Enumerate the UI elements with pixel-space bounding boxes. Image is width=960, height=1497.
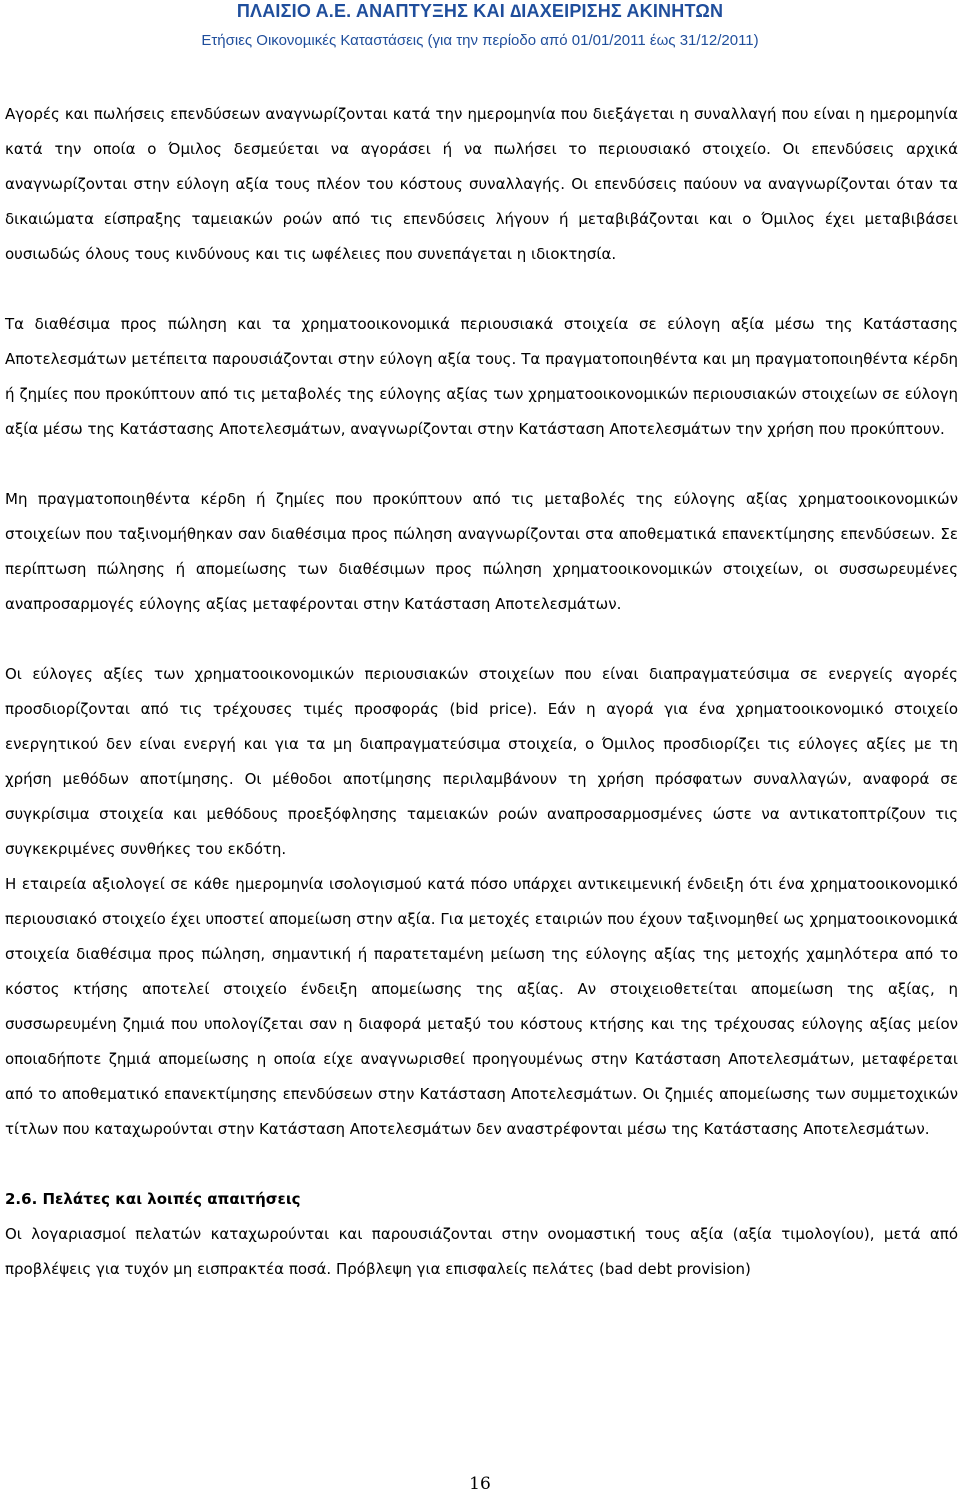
paragraph-impairment: Η εταιρεία αξιολογεί σε κάθε ηµεροµηνία ισολογισµού κατά πόσο υπάρχει αντικειµενική ένδειξη ότι ένα χρηµατοοικονοµικό περιουσιακό στοιχείο έχει υποστεί αποµείωση στην αξία. Για µετοχές εταιριών που έχουν ταξινοµηθεί ως χρηµατοοικονοµικά στοιχεία διαθέσιµα προς πώληση, σηµαντική ή παρατεταµένη µείωση της εύλογης αξίας της µετοχής χαµηλότερα από το κόστος κτήσης αποτελεί στοιχείο ένδειξη αποµείωσης της αξίας. Αν στοιχειοθετείται αποµείωση της αξίας, η συσσωρευµένη ζηµιά που υπολογίζεται σαν η διαφορά µεταξύ του κόστους κτήσης και της τρέχουσας εύλογης αξίας µείον οποιαδήποτε ζηµιά αποµείωσης η οποία είχε αναγνωρισθεί προηγουµένως στην Κατάσταση Αποτελεσµάτων, µεταφέρεται από το αποθεµατικό επανεκτίµησης επενδύσεων στην Κατάσταση Αποτελεσµάτων. Οι ζηµιές αποµείωσης των συµµετοχικών τίτλων που καταχωρούνται στην Κατάσταση Αποτελεσµάτων δεν αναστρέφονται µέσω της Κατάστασης Αποτελεσµάτων. (5, 875, 958, 1138)
paragraph-spacer (5, 447, 958, 482)
paragraph-fair-value-measurement: Τα διαθέσιµα προς πώληση και τα χρηµατοοικονοµικά περιουσιακά στοιχεία σε εύλογη αξία µέσω της Κατάστασης Αποτελεσµάτων µετέπειτα παρουσιάζονται στην εύλογη αξία τους. Τα πραγµατοποιηθέντα και µη πραγµατοποιηθέντα κέρδη ή ζηµίες που προκύπτουν από τις µεταβολές της εύλογης αξίας των χρηµατοοικονοµικών περιουσιακών στοιχείων σε εύλογη αξία µέσω της Κατάστασης Αποτελεσµάτων, αναγνωρίζονται στην Κατάσταση Αποτελεσµάτων την χρήση που προκύπτουν. (5, 315, 958, 438)
header-title: ΠΛΑΙΣΙΟ Α.Ε. ΑΝΑΠΤΥΞΗΣ ΚΑΙ ∆ΙΑΧΕΙΡΙΣΗΣ ΑΚΙΝΗΤΩΝ (236, 1, 724, 21)
paragraph-investment-recognition: Αγορές και πωλήσεις επενδύσεων αναγνωρίζονται κατά την ηµεροµηνία που διεξάγεται η συναλλαγή που είναι η ηµεροµηνία κατά την οποία ο Όµιλος δεσµεύεται να αγοράσει ή να πωλήσει το περιουσιακό στοιχείο. Οι επενδύσεις αρχικά αναγνωρίζονται στην εύλογη αξία τους πλέον του κόστους συναλλαγής. Οι επενδύσεις παύουν να αναγνωρίζονται όταν τα δικαιώµατα είσπραξης ταµειακών ροών από τις επενδύσεις λήγουν ή µεταβιβάζονται και ο Όµιλος έχει µεταβιβάσει ουσιωδώς όλους τους κινδύνους και τις ωφέλειες που συνεπάγεται η ιδιοκτησία. (5, 105, 958, 263)
paragraph-fair-value-determination: Οι εύλογες αξίες των χρηµατοοικονοµικών περιουσιακών στοιχείων που είναι διαπραγµατεύσιµα σε ενεργείς αγορές προσδιορίζονται από τις τρέχουσες τιµές προσφοράς (bid price). Εάν η αγορά για ένα χρηµατοοικονοµικό στοιχείο ενεργητικού δεν είναι ενεργή και για τα µη διαπραγµατεύσιµα στοιχεία, ο Όµιλος προσδιορίζει τις εύλογες αξίες µε τη χρήση µεθόδων αποτίµησης. Οι µέθοδοι αποτίµησης περιλαµβάνουν τη χρήση πρόσφατων συναλλαγών, αναφορά σε συγκρίσιµα στοιχεία και µεθόδους προεξόφλησης ταµειακών ροών αναπροσαρµοσµένες ώστε να αντικατοπτρίζουν τις συγκεκριµένες συνθήκες του εκδότη. (5, 665, 958, 858)
page-header (0, 0, 960, 60)
page-number: 16 (469, 1474, 491, 1494)
paragraph-unrealized-gains: Μη πραγµατοποιηθέντα κέρδη ή ζηµίες που προκύπτουν από τις µεταβολές της εύλογης αξίας χρηµατοοικονοµικών στοιχείων που ταξινοµήθηκαν σαν διαθέσιµα προς πώληση αναγνωρίζονται στα αποθεµατικά επανεκτίµησης επενδύσεων. Σε περίπτωση πώλησης ή αποµείωσης των διαθέσιµων προς πώληση χρηµατοοικονοµικών στοιχείων, οι συσσωρευµένες αναπροσαρµογές εύλογης αξίας µεταφέρονται στην Κατάσταση Αποτελεσµάτων. (5, 490, 958, 613)
paragraph-receivables: Οι λογαριασµοί πελατών καταχωρούνται και παρουσιάζονται στην ονοµαστική τους αξία (αξία τιµολογίου), µετά από προβλέψεις για τυχόν µη εισπρακτέα ποσά. Πρόβλεψη για επισφαλείς πελάτες (bad debt provision) (5, 1225, 958, 1278)
paragraph-spacer (5, 272, 958, 307)
paragraph-spacer (5, 622, 958, 657)
paragraph-spacer (5, 1147, 958, 1182)
section-heading-receivables: 2.6. Πελάτες και λοιπές απαιτήσεις (5, 1190, 301, 1208)
document-body (5, 97, 958, 1287)
header-subtitle: Ετήσιες Οικονοµικές Καταστάσεις (για την περίοδο από 01/01/2011 έως 31/12/2011) (201, 32, 759, 49)
